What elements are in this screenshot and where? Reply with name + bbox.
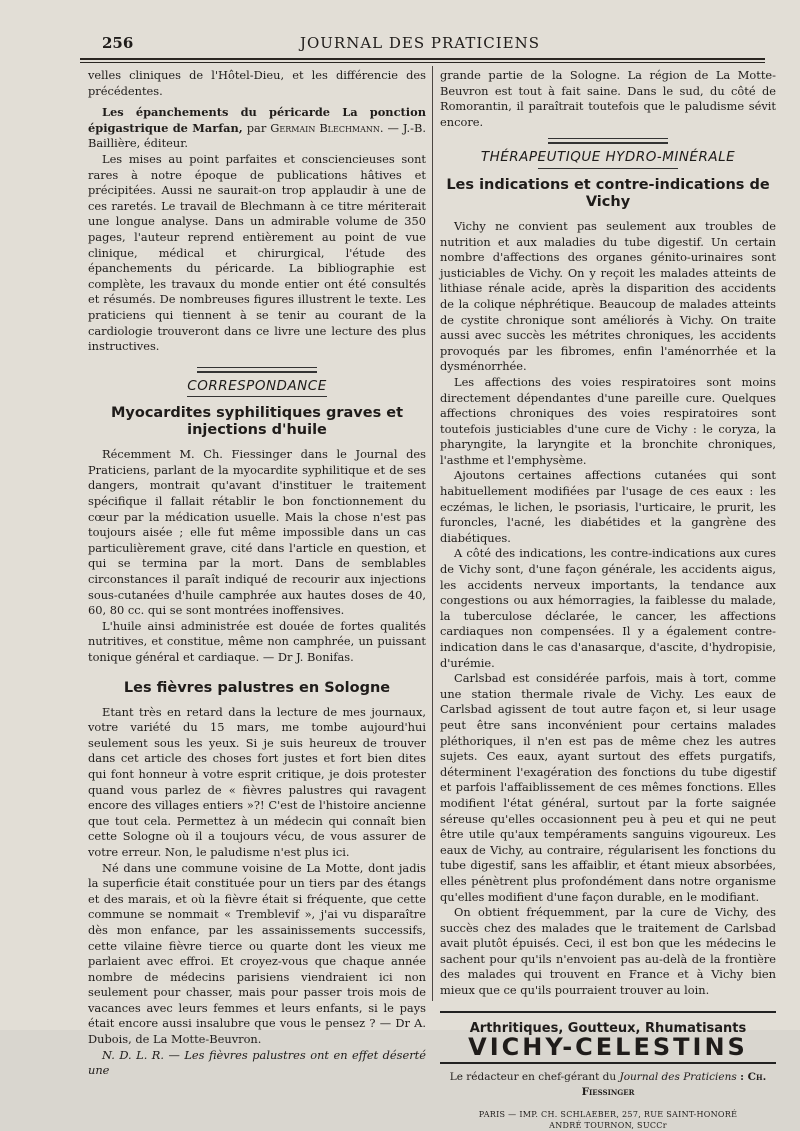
article-paragraph: Vichy ne convient pas seulement aux troubles de nutrition et aux maladies du tube digestif. Un certain nombre d'affections des organes génito-urinaires sont justiciables de Vichy. On y reçoit les malades atteints de lithiase rénale acide, après la disparition des accidents de la colique néphrétique. Beaucoup de malades atteints de cystite chronique sont améliorés à Vichy. On traite aussi avec succès les métrites chroniques, les accidents provoqués par les fibromes, enfin l'aménorrhée et la dysménorrhée. <box>440 218 776 374</box>
section-rule-thick <box>548 142 668 144</box>
advertisement <box>440 1011 776 1064</box>
article-title-fievres: Les fièvres palustres en Sologne <box>123 679 391 696</box>
section-underline <box>187 396 327 397</box>
column-divider <box>432 66 433 1001</box>
printer-credit <box>440 1109 776 1131</box>
section-rule-thick <box>197 371 317 373</box>
page-number: 256 <box>102 34 134 52</box>
journal-title: JOURNAL DES PRATICIENS <box>299 34 541 52</box>
left-column <box>88 68 426 1079</box>
header-rule-thin <box>80 62 765 63</box>
article-paragraph: A côté des indications, les contre-indications aux cures de Vichy sont, d'une façon générale, les accidents aigus, les accidents nerveux importants, la tendance aux congestions ou aux hémorragies, la faiblesse du malade, la tuberculose déclarée, le cancer, les affections cardiaques non compensées. Il y a également contre-indication dans le cas d'anasarque, d'ascite, d'hydropisie, d'urémie. <box>440 546 776 670</box>
header-rule <box>80 58 765 60</box>
continuation-text: grande partie de la Sologne. La région de La Motte-Beuvron est tout à fait saine. Dans le sud, du côté de Romorantin, il paraîtrait toutefois que le paludisme sévit encore. <box>440 68 776 129</box>
section-title-correspondance: CORRESPONDANCE <box>187 377 327 394</box>
review-title: Les épanchements du péricarde La ponction épigastrique de Marfan, <box>88 105 426 135</box>
page-header <box>80 30 760 56</box>
section-rule <box>548 138 668 139</box>
ad-brand: VICHY-CELESTINS <box>468 1033 748 1062</box>
review-publisher: — J.-B. Baillière, éditeur. <box>88 120 427 151</box>
article-paragraph: Ajoutons certaines affections cutanées qui sont habituellement modifiées par l'usage de ces eaux : les eczémas, le lichen, le psoriasis, l'urticaire, le prurit, les furoncles, l'acné, les diabétides et la gangrène des diabétiques. <box>440 468 776 545</box>
article-paragraph: L'huile ainsi administrée est douée de fortes qualités nutritives, et constitue, même non camphrée, un puissant tonique général et cardiaque. — Dr J. Bonifas. <box>88 618 426 664</box>
article-paragraph: Récemment M. Ch. Fiessinger dans le Journal des Praticiens, parlant de la myocardite syphilitique et de ses dangers, montrait qu'avant d'instituer le traitement spécifique il fallait rétablir le bon fonctionnement du cœur par la médication usuelle. Mais la chose n'est pas toujours aisée ; elle fut même impossible dans un cas particulièrement grave, cité dans l'article en question, et qui se termina par la mort. Dans de semblables circonstances il paraît indiqué de recourir aux injections sous-cutanées d'huile camphrée aux hautes doses de 40, 60, 80 cc. qui se sont montrées inoffensives. <box>88 447 426 618</box>
ad-tagline: Arthritiques, Goutteux, Rhumatisants <box>469 1020 747 1036</box>
printer-line-1: PARIS — IMP. CH. SCHLAEBER, 257, RUE SAINT-HONORÉ <box>478 1110 738 1120</box>
section-title-therapeutique: THÉRAPEUTIQUE HYDRO-MINÉRALE <box>480 149 736 166</box>
editor-name: : Ch. Fiessinger <box>581 1070 767 1099</box>
article-paragraph: Etant très en retard dans la lecture de mes journaux, votre variété du 15 mars, me tombe aujourd'hui seulement sous les yeux. Si je suis heureux de trouver dans cet article des choses fort justes et fort bien dites qui font honneur à votre esprit critique, je dois protester quand vous parlez de « fièvres palustres qui ravagent encore des villages entiers »?! C'est de l'histoire ancienne que tout cela. Permettez à un médecin qui connaît bien cette Sologne où il a toujours vécu, de vous assurer de votre erreur. Non, le paludisme n'est plus ici. <box>88 704 426 859</box>
article-paragraph: Les affections des voies respiratoires sont moins directement dépendantes d'une pareille cure. Quelques affections chroniques des voies respiratoires sont toutefois justiciables d'une cure de Vichy : le coryza, la pharyngite, la laryngite et la bronchite chroniques, l'asthme et l'emphysème. <box>440 374 776 467</box>
review-author: Germain Blechmann. <box>270 120 384 135</box>
section-underline <box>538 168 678 169</box>
editor-credit <box>440 1070 776 1101</box>
article-paragraph: On obtient fréquemment, par la cure de Vichy, des succès chez des malades que le traitement de Carlsbad avait plutôt épuisés. Ceci, il est bon que les médecins le sachent pour qu'ils n'envoient pas au-delà de la frontière des malades qui trouvent en France et à Vichy bien mieux que ce qu'ils pourraient trouver au loin. <box>440 905 776 998</box>
printer-line-2: ANDRÉ TOURNON, SUCCr <box>549 1121 667 1131</box>
right-column <box>440 68 776 1131</box>
ad-rule <box>440 1062 776 1064</box>
review-body: Les mises au point parfaites et consciencieuses sont rares à notre époque de publications hâtives et précipitées. Aussi ne saurait-on trop applaudir à une de ces raretés. Le travail de Blechmann à ce titre mériterait une longue analyse. Dans un admirable volume de 350 pages, l'auteur reprend entièrement au point de vue clinique, médical et chirurgical, l'étude des épanchements du péricarde. La bibliographie est complète, les travaux du monde entier ont été consultés et résumés. De nombreuses figures illustrent le texte. Les praticiens qui tiennent à se tenir au courant de la cardiologie trouveront dans ce livre une lecture des plus instructives. <box>88 151 426 354</box>
continuation-text: velles cliniques de l'Hôtel-Dieu, et les différencie des précédentes. <box>88 68 426 98</box>
review-by: par <box>246 120 267 135</box>
article-title-myocardites: Myocardites syphilitiques graves et injections d'huile <box>110 405 404 439</box>
review-heading <box>88 105 426 152</box>
article-paragraph: Né dans une commune voisine de La Motte, dont jadis la superficie était constituée pour un tiers par des étangs et des marais, et où la fièvre était si fréquente, que cette commune se nommait « Tremblevif », j'ai vu disparaître dès mon enfance, par les assainissements successifs, cette vilaine fièvre tierce ou quarte dont les vieux me parlaient avec effroi. Et croyez-vous que chaque année nombre de médecins parisiens viendraient ici non seulement pour chasser, mais pour passer trois mois de vacances avec leurs femmes et leurs enfants, si le pays était encore aussi insalubre que vous le pensez ? — Dr A. Dubois, de La Motte-Beuvron. <box>88 860 426 1047</box>
editor-note: N. D. L. R. — Les fièvres palustres ont en effet déserté une <box>88 1047 426 1078</box>
editor-journal: Journal des Praticiens <box>619 1070 737 1083</box>
editor-prefix: Le rédacteur en chef-gérant du <box>449 1070 617 1083</box>
article-paragraph: Carlsbad est considérée parfois, mais à tort, comme une station thermale rivale de Vichy. Les eaux de Carlsbad agissent de tout autre façon et, si leur usage peut être sans inconvénient pour certains malades pléthoriques, il n'en est pas de même chez les autres sujets. Ces eaux, ayant surtout des effets purgatifs, déterminent l'exagération des fonctions du tube digestif et parfois l'affaiblissement de ces mêmes fonctions. Elles modifient l'état général, surtout par la forte saignée séreuse qu'elles occasionnent peu à peu et qui ne peut être utile qu'aux tempéraments sanguins vigoureux. Les eaux de Vichy, au contraire, régularisent les fonctions du tube digestif, sans les affaiblir, et étant mieux absorbées, elles pénètrent plus profondément dans notre organisme qu'elles modifient d'une façon durable, en le modifiant. <box>440 671 776 904</box>
article-title-vichy: Les indications et contre-indications de Vichy <box>446 176 770 210</box>
section-rule <box>197 367 317 368</box>
